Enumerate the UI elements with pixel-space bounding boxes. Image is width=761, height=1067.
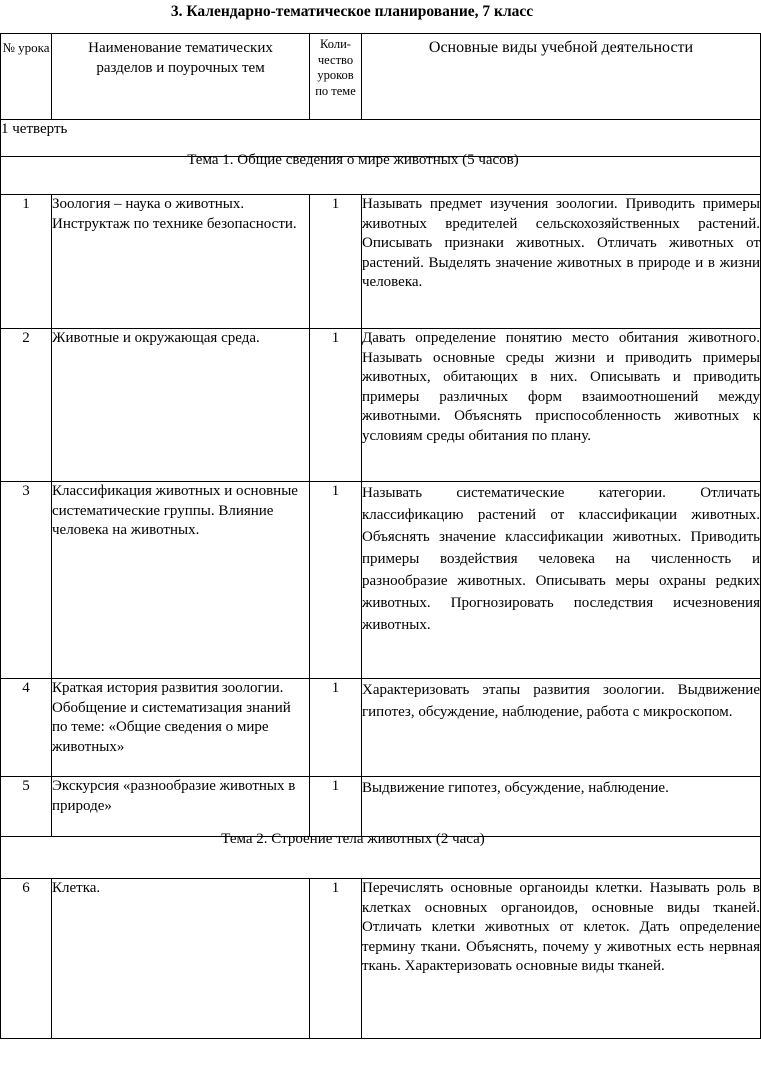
lesson-activities: Давать определение понятию место обитания животного. Называть основные среды жизни и приводить примеры животных, обитающих в них. Описывать и приводить примеры различных форм взаимоотношений между животными. Объяснять приспособленность животных к условиям среды обитания по плану. (362, 329, 761, 482)
lesson-topic: Экскурсия «разнообразие животных в природе» (52, 777, 310, 837)
header-lesson-count: Коли-чество уроков по теме (310, 34, 362, 120)
theme-row (1, 837, 761, 879)
lesson-count: 1 (310, 329, 362, 482)
table-row (1, 879, 761, 1039)
lesson-activities: Называть предмет изучения зоологии. Приводить примеры животных вредителей сельскохозяйственных растений. Описывать признаки животных. Отличать животных от растений. Выделять значение животных в природе и в жизни человека. (362, 195, 761, 329)
lesson-activities: Называть систематические категории. Отличать классификацию растений от классификации животных. Объяснять значение классификации животных. Приводить примеры воздействия человека на численность и разнообразие животных. Описывать меры охраны редких животных. Прогнозировать последствия исчезновения животных. (362, 482, 761, 679)
lesson-count: 1 (310, 482, 362, 679)
lesson-number: 5 (1, 777, 52, 837)
lesson-count: 1 (310, 777, 362, 837)
lesson-activities: Характеризовать этапы развития зоологии. Выдвижение гипотез, обсуждение, наблюдение, работа с микроскопом. (362, 679, 761, 777)
lesson-count: 1 (310, 195, 362, 329)
table-row (1, 482, 761, 679)
lesson-count: 1 (310, 879, 362, 1039)
table-row (1, 329, 761, 482)
lesson-topic: Животные и окружающая среда. (52, 329, 310, 482)
lesson-number: 3 (1, 482, 52, 679)
lesson-topic: Клетка. (52, 879, 310, 1039)
header-lesson-number: № урока (1, 34, 52, 120)
theme-title: Тема 2. Строение тела животных (2 часа) (1, 837, 761, 879)
lesson-number: 2 (1, 329, 52, 482)
header-topic-name: Наименование тематических разделов и поурочных тем (52, 34, 310, 120)
lesson-number: 4 (1, 679, 52, 777)
theme-title: Тема 1. Общие сведения о мире животных (5 часов) (1, 157, 761, 195)
lesson-number: 1 (1, 195, 52, 329)
lesson-number: 6 (1, 879, 52, 1039)
table-row (1, 777, 761, 837)
lesson-activities: Перечислять основные органоиды клетки. Называть роль в клетках основных органоидов, основные виды тканей. Отличать клетки животных от клеток. Дать определение термину ткани. Объяснять, почему у животных есть нервная ткань. Характеризовать основные виды тканей. (362, 879, 761, 1039)
lesson-topic: Классификация животных и основные систематические группы. Влияние человека на животных. (52, 482, 310, 679)
table-row (1, 195, 761, 329)
table-row (1, 679, 761, 777)
quarter-label: 1 четверть (1, 120, 761, 157)
page-title: 3. Календарно-тематическое планирование, 7 класс (170, 3, 534, 20)
header-activities: Основные виды учебной деятельности (362, 34, 761, 120)
theme-row (1, 157, 761, 195)
planning-table (0, 33, 761, 1039)
table-header-row (1, 34, 761, 120)
lesson-count: 1 (310, 679, 362, 777)
lesson-topic: Зоология – наука о животных. Инструктаж по технике безопасности. (52, 195, 310, 329)
lesson-topic: Краткая история развития зоологии. Обобщение и систематизация знаний по теме: «Общие сведения о мире животных» (52, 679, 310, 777)
lesson-activities: Выдвижение гипотез, обсуждение, наблюдение. (362, 777, 761, 837)
